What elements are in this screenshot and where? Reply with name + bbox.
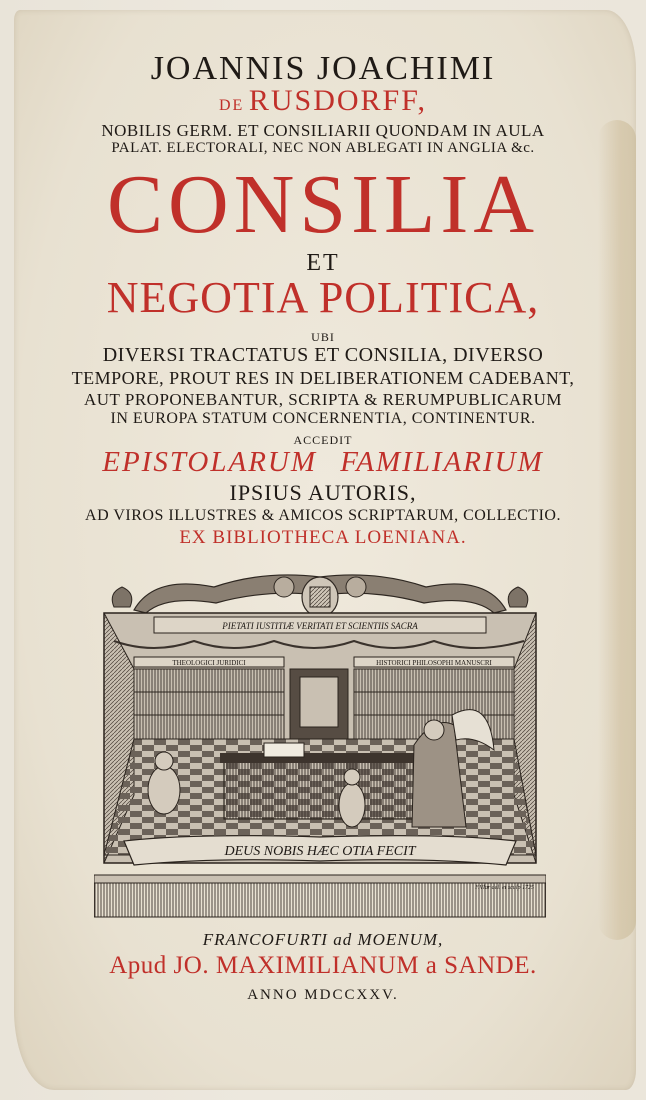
motto-ribbon-text: DEUS NOBIS HÆC OTIA FECIT [224,844,416,859]
ubi-word: UBI [311,330,335,344]
engraver-signature: F.Vlar del. et sculp 1725 [475,885,534,891]
description-line-2: PALAT. ELECTORALI, NEC NON ABLEGATI IN ANGLIA &c. [111,140,535,156]
body-line-2: TEMPORE, PROUT RES IN DELIBERATIONEM CADEBANT, [71,368,575,388]
banner-inscription: PIETATI IUSTITIÆ VERITATI ET SCIENTIIS SACRA [222,621,418,631]
body-line-3: AUT PROPONEBANTUR, SCRIPTA & RERUMPUBLICARUM [84,390,562,409]
accedit-word: ACCEDIT [293,433,353,447]
shelf-label-right: HISTORICI PHILOSOPHI MANUSCRI [376,659,492,667]
body-line-1: DIVERSI TRACTATUS ET CONSILIA, DIVERSO [102,344,544,366]
author-line-2 [0,84,646,118]
author-name: RUSDORFF, [248,84,427,117]
author-line-1: JOANNIS JOACHIMI [150,50,496,87]
imprint-year: ANNO MDCCXXV. [247,987,399,1003]
bibliotheca-line: EX BIBLIOTHECA LOENIANA. [179,527,467,548]
body-line-4: IN EUROPA STATUM CONCERNENTIA, CONTINENTUR. [110,410,536,427]
library-engraving [94,565,546,920]
imprint-publisher: Apud JO. MAXIMILIANUM a SANDE. [109,952,537,979]
subtitle: NEGOTIA POLITICA, [106,273,540,322]
epistolarum-line: EPISTOLARUM FAMILIARIUM [102,446,544,478]
author-prefix: DE [219,97,245,114]
main-title: CONSILIA [107,158,539,251]
description-line-1: NOBILIS GERM. ET CONSILIARII QUONDAM IN AULA [101,121,545,140]
et-word: ET [306,250,340,276]
ipsius-line: IPSIUS AUTORIS, [229,480,417,505]
shelf-label-left: THEOLOGICI JURIDICI [172,659,246,667]
ad-viros-line: AD VIROS ILLUSTRES & AMICOS SCRIPTARUM, COLLECTIO. [85,507,561,524]
imprint-city: FRANCOFURTI ad MOENUM, [202,930,444,949]
